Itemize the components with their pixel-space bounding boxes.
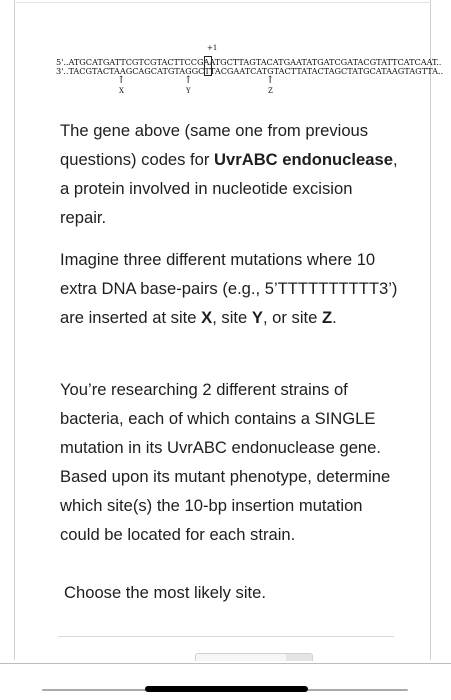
home-indicator[interactable] bbox=[145, 686, 308, 692]
up-arrow-icon: ↑ bbox=[266, 75, 275, 86]
site-y-ref: Y bbox=[251, 308, 263, 327]
site-x-label: X bbox=[119, 87, 124, 95]
answer-tab[interactable] bbox=[195, 653, 313, 661]
site-y-label: Y bbox=[186, 87, 191, 95]
start-codon-box bbox=[204, 56, 212, 76]
screen-divider bbox=[0, 663, 451, 664]
dna-strand-3prime: 3'..TACGTACTAAGCAGCATGTAGGCTTACGAATCATGTACTTATACTAGCTATGCATAAGTAGTTA.. bbox=[56, 66, 444, 76]
plus-one-label: +1 bbox=[207, 44, 218, 52]
strains-paragraph: You’re researching 2 different strains of bacteria, each of which contains a SINGLE mutation in its UvrABC endonuclease gene. Based upon its mutant phenotype, determine which site(s) the 10-bp insertion mutation could be located for each strain. bbox=[60, 380, 391, 544]
top-divider bbox=[14, 2, 431, 3]
dna-strand-5prime: 5'..ATGCATGATTCGTCGTACTTCCGAATGCTTAGTACATGAATATGATCGATACGTATTCATCAAT.. bbox=[56, 57, 442, 67]
content-frame-right bbox=[430, 0, 431, 660]
mutation-description-paragraph: Imagine three different mutations where 10 extra DNA base-pairs (e.g., 5’TTTTTTTTTT3’) are inserted at site X, site Y, or site Z. bbox=[60, 250, 398, 327]
site-z-label: Z bbox=[268, 87, 273, 95]
gene-description-paragraph: The gene above (same one from previous questions) codes for UvrABC endonuclease, a protein involved in nucleotide excision repair. bbox=[60, 121, 398, 227]
bottom-divider bbox=[58, 636, 394, 637]
site-x-ref: X bbox=[201, 308, 213, 327]
content-frame-left bbox=[14, 0, 15, 660]
site-z-ref: Z bbox=[321, 308, 333, 327]
up-arrow-icon: ↑ bbox=[117, 75, 126, 86]
dna-sequence-figure bbox=[56, 44, 444, 100]
protein-name: UvrABC endonuclease bbox=[214, 150, 393, 169]
instruction-text: Choose the most likely site. bbox=[64, 583, 266, 602]
up-arrow-icon: ↑ bbox=[184, 75, 193, 86]
tab-shade bbox=[286, 654, 312, 661]
